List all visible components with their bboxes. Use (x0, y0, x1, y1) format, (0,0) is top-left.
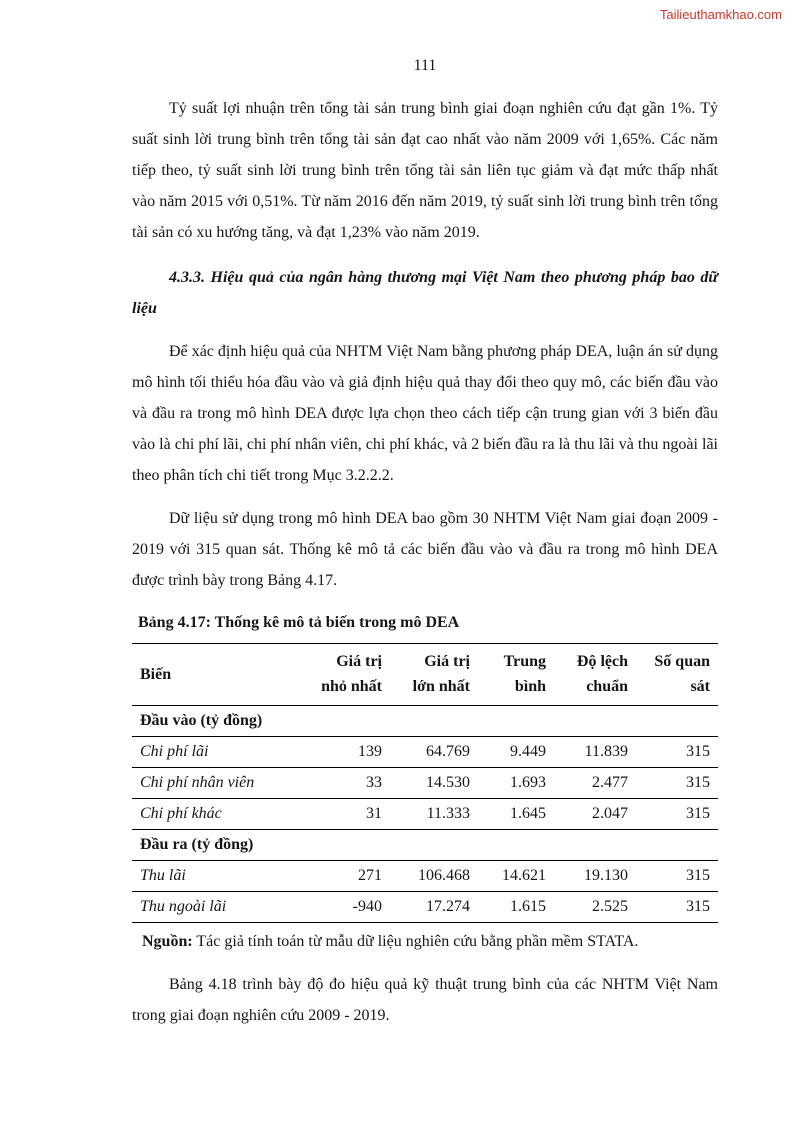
col-header-mean-line1: Trung (503, 653, 546, 670)
cell-obs: 315 (636, 737, 718, 768)
paragraph-roa-summary: Tỷ suất lợi nhuận trên tổng tài sản trung bình giai đoạn nghiên cứu đạt gần 1%. Tỷ suất sinh lời trung bình trên tổng tài sản đạt cao nhất vào năm 2009 với 1,65%. Các năm tiếp theo, tỷ suất sinh lời trung bình trên tổng tài sản liên tục giảm và đạt mức thấp nhất vào năm 2015 với 0,51%. Từ năm 2016 đến năm 2019, tỷ suất sinh lời trung bình trên tổng tài sản có xu hướng tăng, và đạt 1,23% vào năm 2019. (132, 100, 718, 241)
section-label-inputs: Đầu vào (tỷ đồng) (132, 706, 718, 737)
cell-mean: 1.615 (478, 892, 554, 923)
table-source-note (132, 926, 718, 957)
variable-name: Chi phí lãi (132, 737, 304, 768)
col-header-min-line2: nhỏ nhất (321, 678, 382, 695)
cell-min: 31 (304, 799, 390, 830)
variable-name: Thu lãi (132, 861, 304, 892)
table-header-row (132, 644, 718, 706)
table-section-row-outputs (132, 830, 718, 861)
table-row-other-cost (132, 799, 718, 830)
cell-mean: 14.621 (478, 861, 554, 892)
col-header-mean-line2: bình (514, 678, 546, 695)
cell-obs: 315 (636, 768, 718, 799)
col-header-stddev-line2: chuẩn (586, 678, 628, 695)
source-text: Tác giả tính toán từ mẫu dữ liệu nghiên cứu bằng phần mềm STATA. (196, 933, 639, 950)
cell-min: 33 (304, 768, 390, 799)
section-heading-4-3-3: 4.3.3. Hiệu quả của ngân hàng thương mại Việt Nam theo phương pháp bao dữ liệu (132, 269, 718, 317)
page-number: 111 (413, 57, 437, 74)
col-header-obs-line2: sát (690, 678, 710, 695)
table-row-noninterest-income (132, 892, 718, 923)
cell-min: -940 (304, 892, 390, 923)
cell-min: 139 (304, 737, 390, 768)
section-label-outputs: Đầu ra (tỷ đồng) (132, 830, 718, 861)
descriptive-stats-table (132, 643, 718, 923)
col-header-stddev (554, 644, 636, 706)
cell-stddev: 11.839 (554, 737, 636, 768)
cell-max: 11.333 (390, 799, 478, 830)
cell-stddev: 19.130 (554, 861, 636, 892)
source-label: Nguồn: (142, 933, 193, 950)
variable-name: Chi phí khác (132, 799, 304, 830)
cell-stddev: 2.477 (554, 768, 636, 799)
table-caption: Bảng 4.17: Thống kê mô tả biến trong mô DEA (138, 614, 460, 631)
cell-min: 271 (304, 861, 390, 892)
cell-stddev: 2.047 (554, 799, 636, 830)
table-row-interest-income (132, 861, 718, 892)
cell-obs: 315 (636, 799, 718, 830)
table-section-row-inputs (132, 706, 718, 737)
col-header-obs (636, 644, 718, 706)
col-header-min-line1: Giá trị (336, 653, 382, 670)
col-header-min (304, 644, 390, 706)
cell-max: 14.530 (390, 768, 478, 799)
paragraph-next-table-intro: Bảng 4.18 trình bày độ đo hiệu quả kỹ thuật trung bình của các NHTM Việt Nam trong giai đoạn nghiên cứu 2009 - 2019. (132, 976, 718, 1024)
cell-mean: 1.645 (478, 799, 554, 830)
col-header-mean (478, 644, 554, 706)
col-header-variable: Biến (132, 644, 304, 706)
paragraph-dea-method: Để xác định hiệu quả của NHTM Việt Nam bằng phương pháp DEA, luận án sử dụng mô hình tối thiểu hóa đầu vào và giả định hiệu quả thay đổi theo quy mô, các biến đầu vào và đầu ra trong mô hình DEA được lựa chọn theo cách tiếp cận trung gian với 3 biến đầu vào là chi phí lãi, chi phí nhân viên, chi phí khác, và 2 biến đầu ra là thu lãi và thu ngoài lãi theo phân tích chi tiết trong Mục 3.2.2.2. (132, 343, 718, 484)
cell-mean: 1.693 (478, 768, 554, 799)
cell-max: 64.769 (390, 737, 478, 768)
col-header-max-line1: Giá trị (424, 653, 470, 670)
cell-mean: 9.449 (478, 737, 554, 768)
col-header-max (390, 644, 478, 706)
cell-max: 106.468 (390, 861, 478, 892)
paragraph-dea-data: Dữ liệu sử dụng trong mô hình DEA bao gồm 30 NHTM Việt Nam giai đoạn 2009 - 2019 với 315 quan sát. Thống kê mô tả các biến đầu vào và đầu ra trong mô hình DEA được trình bày trong Bảng 4.17. (132, 510, 718, 589)
cell-max: 17.274 (390, 892, 478, 923)
col-header-obs-line1: Số quan (654, 653, 710, 670)
watermark-site-link[interactable]: Tailieuthamkhao.com (659, 7, 782, 22)
cell-stddev: 2.525 (554, 892, 636, 923)
cell-obs: 315 (636, 861, 718, 892)
variable-name: Chi phí nhân viên (132, 768, 304, 799)
col-header-max-line2: lớn nhất (412, 678, 470, 695)
table-row-staff-cost (132, 768, 718, 799)
table-row-interest-cost (132, 737, 718, 768)
col-header-stddev-line1: Độ lệch (576, 653, 628, 670)
cell-obs: 315 (636, 892, 718, 923)
variable-name: Thu ngoài lãi (132, 892, 304, 923)
